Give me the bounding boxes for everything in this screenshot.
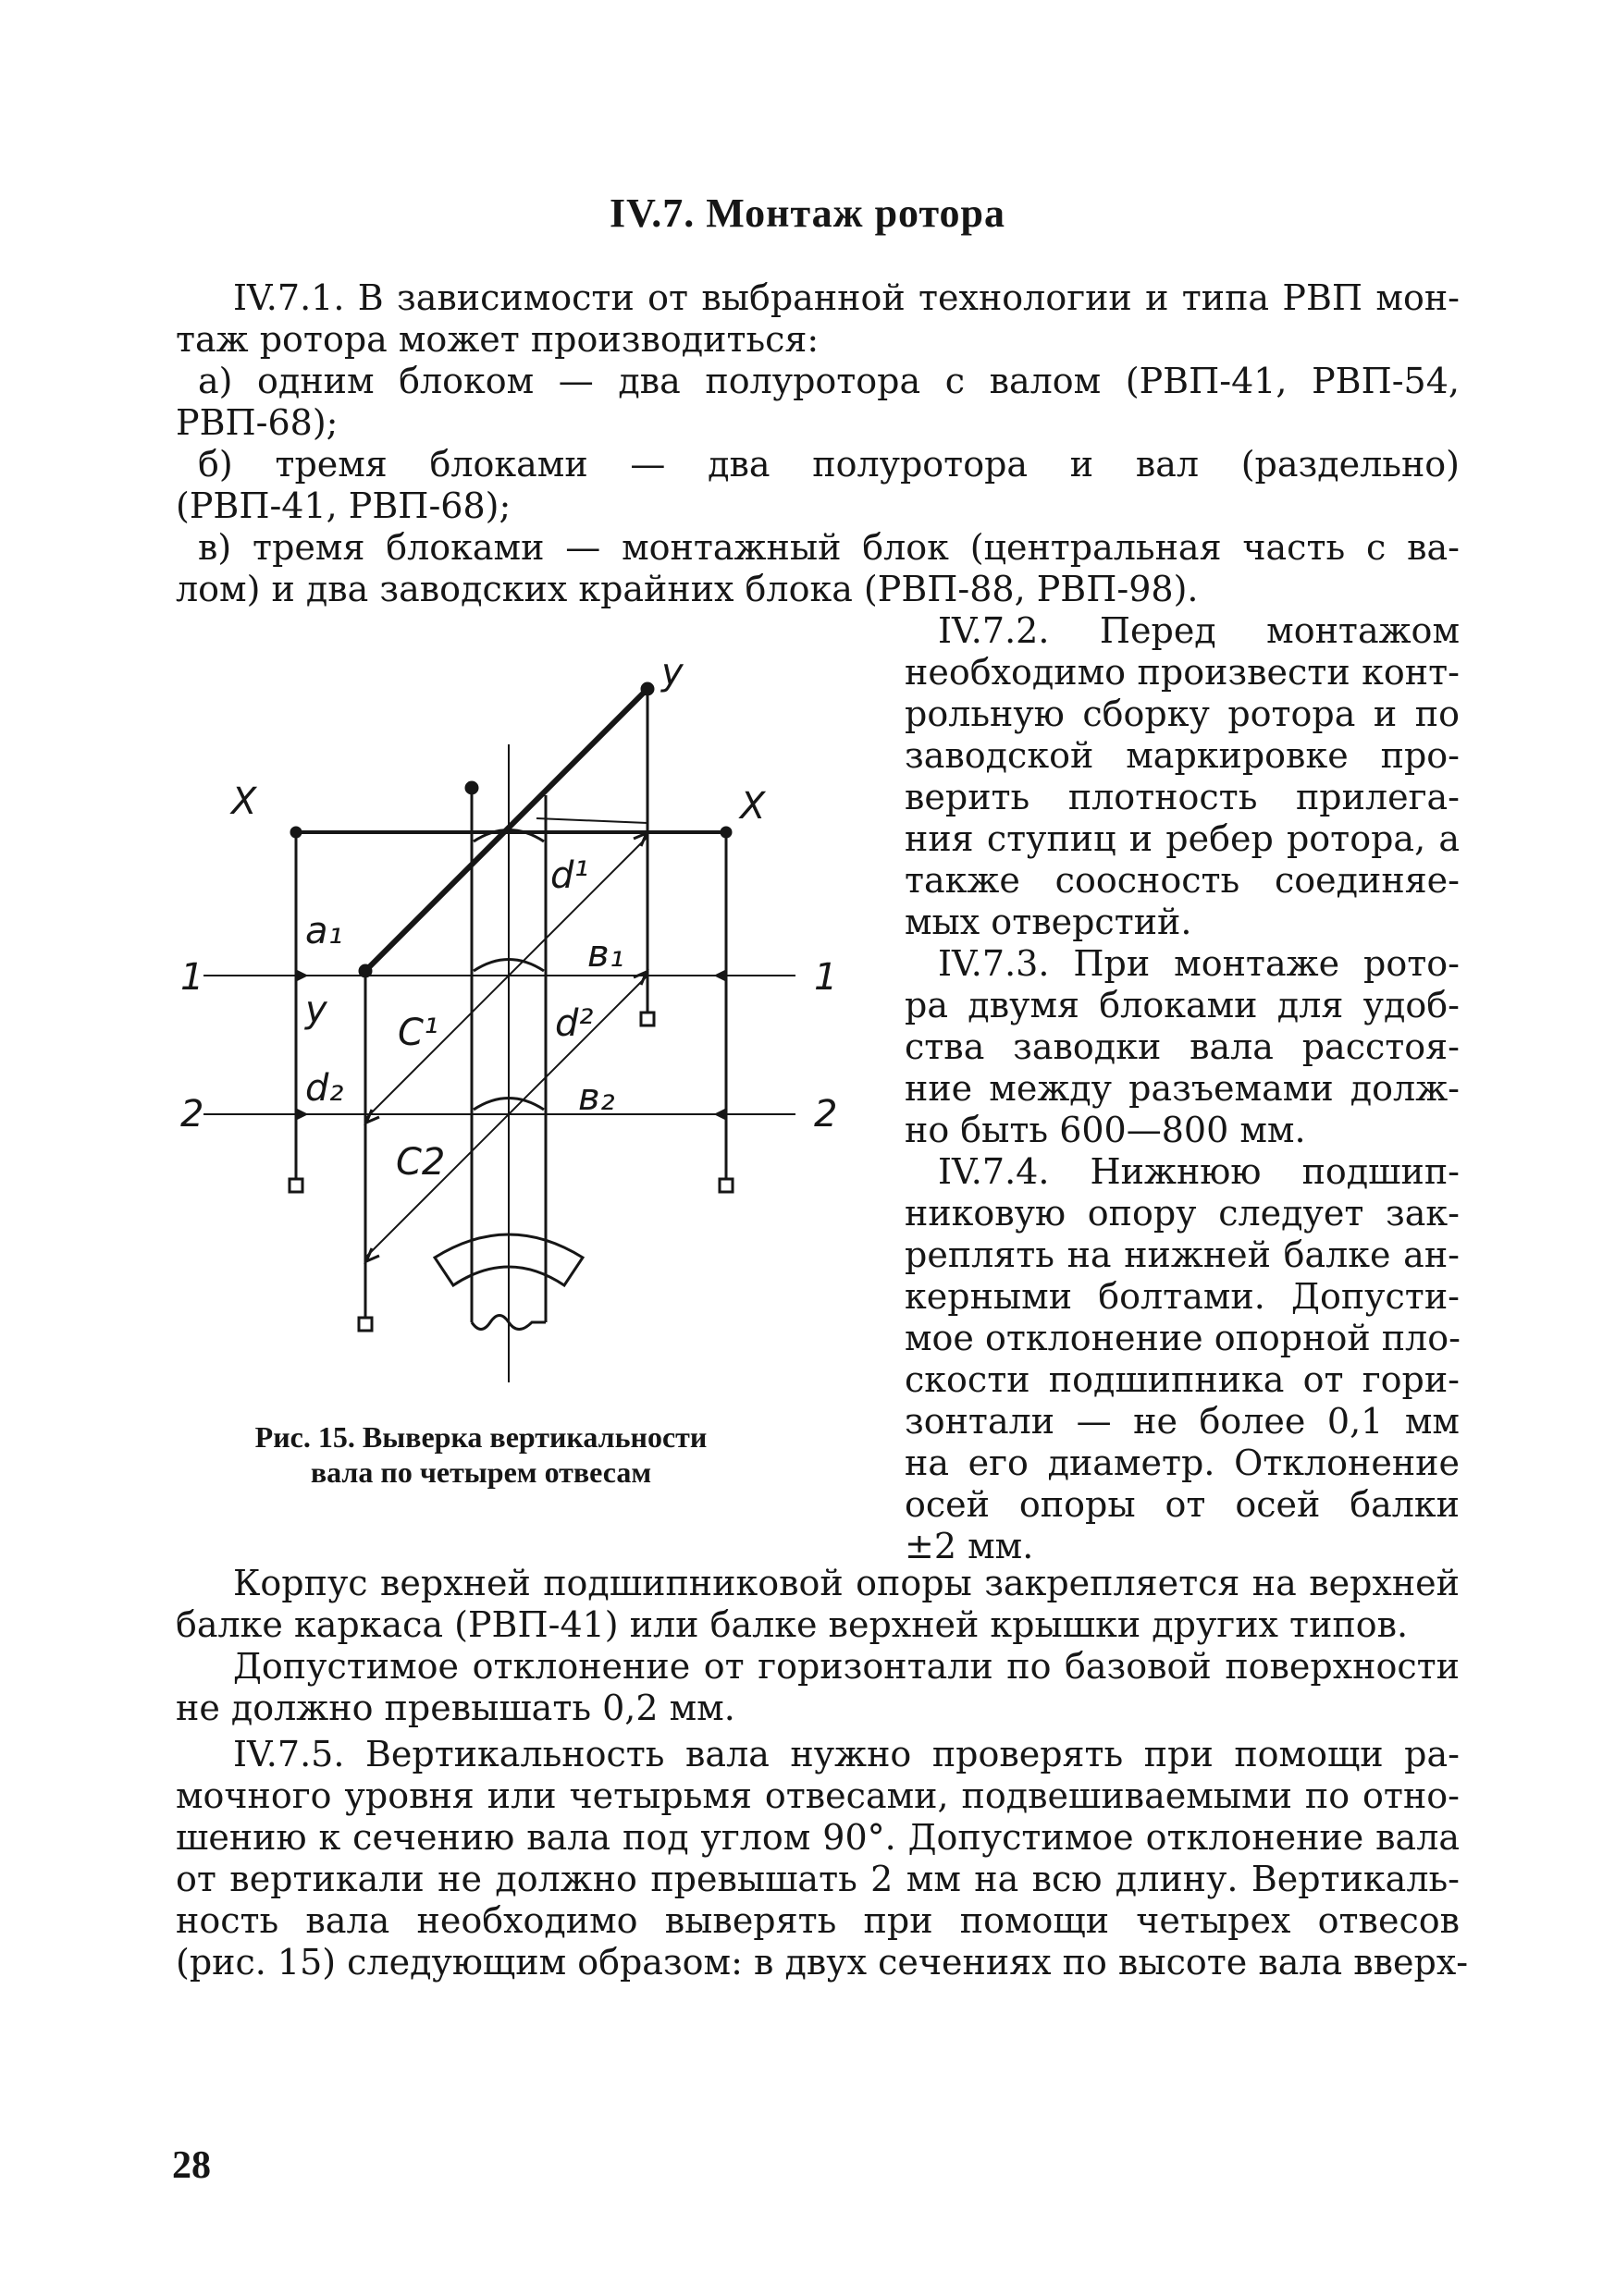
caption-line: Рис. 15. Выверка вертикальности <box>254 1420 708 1454</box>
section-heading: IV.7. Монтаж ротора <box>610 190 1005 236</box>
text-line: необходимо произвести конт- <box>905 652 1460 693</box>
text-line: ния ступиц и ребер ротора, а <box>905 818 1460 859</box>
paragraph-iv-7-4 <box>905 1151 1460 1567</box>
text-line: Корпус верхней подшипниковой опоры закрепляется на верхней <box>233 1563 1460 1603</box>
text-line: ность вала необходимо выверять при помощи четырех отвесов <box>176 1900 1460 1941</box>
text-line: IV.7.4. Нижнюю подшип- <box>938 1151 1460 1192</box>
text-line: заводской маркировке про- <box>905 735 1460 776</box>
text-line: но быть 600—800 мм. <box>905 1110 1306 1150</box>
label-d2-left: d₂ <box>305 1067 344 1110</box>
paragraph-iv-7-2 <box>905 610 1460 943</box>
text-line: в) тремя блоками — монтажный блок (центральная часть с ва- <box>198 527 1460 568</box>
label-b2: в₂ <box>578 1076 615 1119</box>
list-item-b <box>176 444 1460 527</box>
text-line: (РВП-41, РВП-68); <box>176 485 512 526</box>
text-line: на его диаметр. Отклонение <box>905 1443 1460 1483</box>
text-line: керными болтами. Допусти- <box>905 1276 1460 1317</box>
text-line: (рис. 15) следующим образом: в двух сечениях по высоте вала вверх- <box>176 1942 1469 1983</box>
text-line: IV.7.5. Вертикальность вала нужно проверять при помощи ра- <box>233 1734 1460 1774</box>
label-y-top: y <box>661 651 684 694</box>
text-line: РВП-68); <box>176 402 339 443</box>
text-line: также соосность соединяе- <box>905 860 1460 901</box>
label-a1: a₁ <box>305 910 343 952</box>
text-line: шению к сечению вала под углом 90°. Допустимое отклонение вала <box>176 1817 1460 1858</box>
text-line: осей опоры от осей балки <box>905 1484 1460 1525</box>
text-line: IV.7.2. Перед монтажом <box>938 610 1460 651</box>
text-line: ра двумя блоками для удоб- <box>905 985 1460 1025</box>
label-c2: C2 <box>396 1141 446 1184</box>
label-d2-right: d² <box>555 1002 594 1045</box>
label-1-right: 1 <box>814 956 838 999</box>
label-1-left: 1 <box>180 956 204 999</box>
list-item-c <box>176 527 1460 610</box>
label-y-mid: y <box>305 988 327 1031</box>
text-line: ±2 мм. <box>905 1526 1034 1566</box>
text-line: лом) и два заводских крайних блока (РВП-88, РВП-98). <box>176 569 1199 609</box>
caption-line: вала по четырем отвесам <box>310 1455 652 1489</box>
text-line: реплять на нижней балке ан- <box>905 1234 1460 1275</box>
figure-caption <box>203 1419 758 1490</box>
paragraph-tolerance <box>176 1646 1460 1729</box>
text-line: балке каркаса (РВП-41) или балке верхней крышки других типов. <box>176 1604 1409 1645</box>
text-line: мых отверстий. <box>905 902 1192 942</box>
label-x-left: X <box>231 780 257 823</box>
text-line: никовую опору следует зак- <box>905 1193 1460 1234</box>
text-line: мое отклонение опорной пло- <box>905 1318 1461 1358</box>
label-2-right: 2 <box>814 1093 838 1136</box>
text-line: мочного уровня или четырьмя отвесами, подвешиваемыми по отно- <box>176 1775 1460 1816</box>
text-line: IV.7.3. При монтаже рото- <box>938 943 1460 984</box>
paragraph-iv-7-3 <box>905 943 1460 1151</box>
text-line: не должно превышать 0,2 мм. <box>176 1688 735 1728</box>
paragraph-iv-7-5 <box>176 1734 1469 1983</box>
page-number: 28 <box>172 2144 211 2187</box>
text-line: рольную сборку ротора и по <box>905 694 1460 734</box>
text-line: скости подшипника от гори- <box>905 1359 1460 1400</box>
text-line: IV.7.1. В зависимости от выбранной технологии и типа РВП мон- <box>233 277 1460 318</box>
list-item-a <box>176 361 1460 444</box>
label-2-left: 2 <box>180 1093 204 1136</box>
text-line: от вертикали не должно превышать 2 мм на всю длину. Вертикаль- <box>176 1859 1460 1899</box>
label-c1: C¹ <box>398 1012 438 1054</box>
text-line: таж ротора может производиться: <box>176 319 820 360</box>
label-x-right: X <box>740 785 766 828</box>
text-line: ние между разъемами долж- <box>905 1068 1460 1109</box>
figure-15-shaft-plumb-lines <box>166 647 888 1406</box>
text-line: б) тремя блоками — два полуротора и вал (раздельно) <box>198 444 1460 485</box>
paragraph-iv-7-1 <box>176 277 1460 361</box>
label-d1: d¹ <box>550 854 589 897</box>
label-b1: в₁ <box>587 933 624 976</box>
paragraph-upper-bearing <box>176 1563 1460 1646</box>
text-line: зонтали — не более 0,1 мм <box>905 1401 1460 1442</box>
text-line: верить плотность прилега- <box>905 777 1460 817</box>
text-line: а) одним блоком — два полуротора с валом (РВП-41, РВП-54, <box>198 361 1460 401</box>
text-line: ства заводки вала расстоя- <box>905 1026 1460 1067</box>
text-line: Допустимое отклонение от горизонтали по базовой поверхности <box>233 1646 1460 1687</box>
